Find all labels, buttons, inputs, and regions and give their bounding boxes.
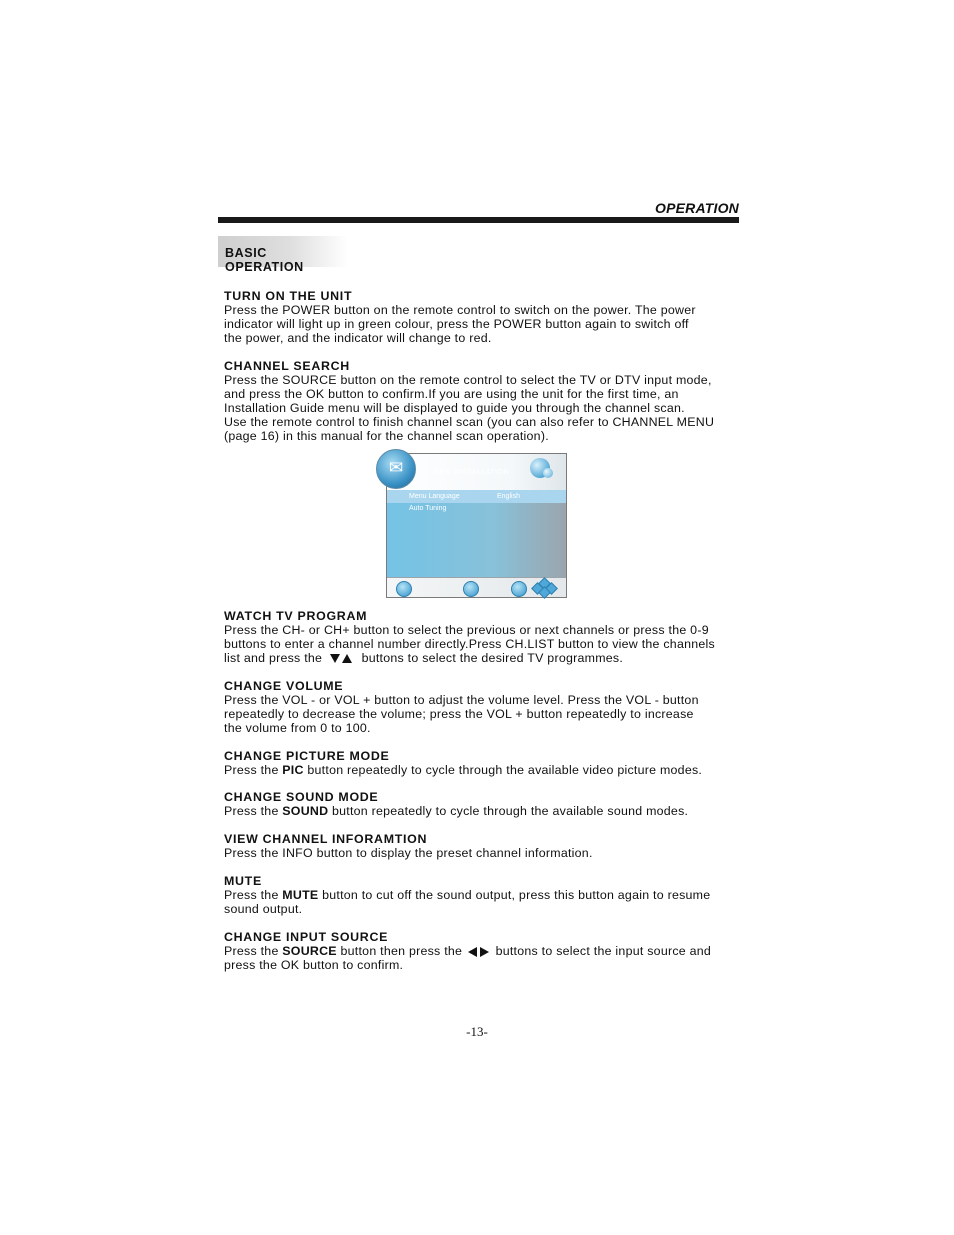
text-fragment: list and press the <box>224 651 323 665</box>
text-line: press the OK button to confirm. <box>224 958 404 972</box>
text-line: Press the SOURCE button on the remote control to select the TV or DTV input mode, <box>224 373 712 387</box>
text-fragment: button repeatedly to cycle through the available sound modes. <box>328 804 689 818</box>
text-fragment: Press the <box>224 763 283 777</box>
text-line <box>224 651 744 665</box>
mute-section <box>224 874 744 916</box>
text-line: sound output. <box>224 902 303 916</box>
pic-button-name: PIC <box>282 763 304 777</box>
text-fragment: Press the <box>224 804 283 818</box>
input-source-section <box>224 930 744 972</box>
satellite-icon-small <box>543 468 553 478</box>
volume-text <box>224 693 744 735</box>
text-line: repeatedly to decrease the volume; press the VOL + button repeatedly to increase <box>224 707 694 721</box>
watch-tv-text <box>224 623 744 665</box>
right-arrow-icon <box>480 947 489 957</box>
text-fragment: button to cut off the sound output, press this button again to resume <box>318 888 711 902</box>
menu-row-label: Menu Language <box>409 493 460 500</box>
text-line: Installation Guide menu will be displayed to guide you through the channel scan. <box>224 401 685 415</box>
menu-row-value: English <box>497 493 520 500</box>
section-tab <box>218 236 348 274</box>
info-heading: VIEW CHANNEL INFORAMTION <box>224 832 428 846</box>
text-fragment: Press the <box>224 944 283 958</box>
text-line: (page 16) in this manual for the channel scan operation). <box>224 429 549 443</box>
sound-mode-text <box>224 804 744 818</box>
left-arrow-icon <box>468 947 477 957</box>
mute-button-name: MUTE <box>282 888 319 902</box>
info-section <box>224 832 744 860</box>
menu-button-icon <box>396 581 412 597</box>
menu-footer-bar <box>387 577 566 597</box>
sound-mode-heading: CHANGE SOUND MODE <box>224 790 379 804</box>
text-line: Use the remote control to finish channel scan (you can also refer to CHANNEL MENU <box>224 415 715 429</box>
page-section-title: OPERATION <box>655 200 739 216</box>
channel-search-section <box>224 359 744 443</box>
logo-icon: ✉ <box>376 449 416 489</box>
watch-tv-heading: WATCH TV PROGRAM <box>224 609 368 623</box>
up-arrow-icon <box>342 654 352 663</box>
volume-section <box>224 679 744 735</box>
section-tab-label: BASIC OPERATION <box>225 246 304 274</box>
text-fragment: Press the <box>224 888 283 902</box>
text-line: the power, and the indicator will change to red. <box>224 331 492 345</box>
input-source-text <box>224 944 744 972</box>
text-line: Press the CH- or CH+ button to select the previous or next channels or press the 0-9 <box>224 623 709 637</box>
mute-heading: MUTE <box>224 874 262 888</box>
text-line <box>224 804 744 818</box>
turn-on-section <box>224 289 744 345</box>
exit-button-icon <box>511 581 527 597</box>
text-line: Press the VOL - or VOL + button to adjust the volume level. Press the VOL - button <box>224 693 699 707</box>
page-number: -13- <box>466 1024 488 1039</box>
text-line <box>224 944 744 958</box>
picture-mode-text <box>224 763 744 777</box>
input-source-heading: CHANGE INPUT SOURCE <box>224 930 389 944</box>
header-rule <box>218 217 739 223</box>
turn-on-heading: TURN ON THE UNIT <box>224 289 353 303</box>
channel-search-heading: CHANNEL SEARCH <box>224 359 350 373</box>
text-fragment: buttons to select the input source and <box>495 944 712 958</box>
text-fragment: buttons to select the desired TV programmes. <box>361 651 624 665</box>
text-fragment: button repeatedly to cycle through the available video picture modes. <box>303 763 703 777</box>
text-fragment: button then press the <box>336 944 463 958</box>
menu-title: NEW INSTALLATION <box>434 469 510 476</box>
text-line: the volume from 0 to 100. <box>224 721 371 735</box>
ok-button-icon <box>463 581 479 597</box>
turn-on-text <box>224 303 744 345</box>
text-line: buttons to enter a channel number directly.Press CH.LIST button to view the channels <box>224 637 715 651</box>
volume-heading: CHANGE VOLUME <box>224 679 344 693</box>
down-arrow-icon <box>330 654 340 663</box>
channel-search-text <box>224 373 744 443</box>
info-text <box>224 846 744 860</box>
menu-row-label: Auto Tuning <box>409 505 447 512</box>
navigation-arrows-icon <box>532 579 556 595</box>
sound-mode-section <box>224 790 744 818</box>
text-line: indicator will light up in green colour, press the POWER button again to switch off <box>224 317 689 331</box>
picture-mode-heading: CHANGE PICTURE MODE <box>224 749 390 763</box>
mute-text <box>224 888 744 916</box>
picture-mode-section <box>224 749 744 777</box>
text-line: Press the INFO button to display the preset channel information. <box>224 846 593 860</box>
menu-row-auto-tuning <box>387 502 566 515</box>
watch-tv-section <box>224 609 744 665</box>
new-installation-menu-screenshot <box>386 453 567 598</box>
text-line <box>224 763 744 777</box>
text-line: and press the OK button to confirm.If you are using the unit for the first time, an <box>224 387 679 401</box>
text-line: Press the POWER button on the remote control to switch on the power. The power <box>224 303 696 317</box>
text-line <box>224 888 744 902</box>
source-button-name: SOURCE <box>282 944 337 958</box>
sound-button-name: SOUND <box>282 804 329 818</box>
